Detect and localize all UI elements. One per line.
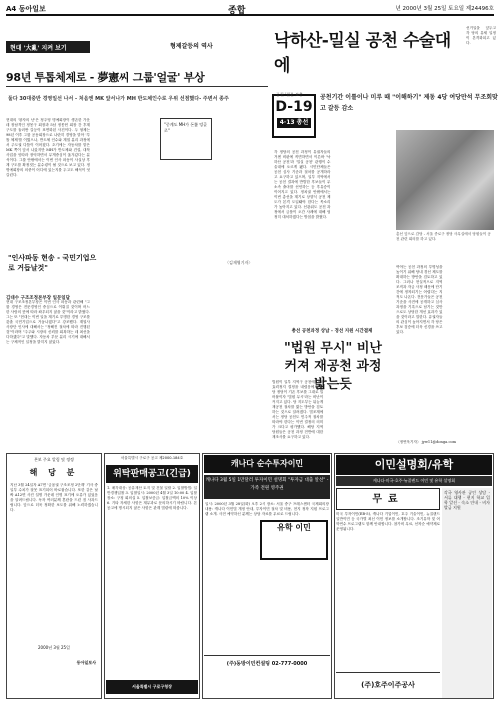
immigration-ad-subtitle: 캐나다 3월 5일 1만달러 투자이민 설명회 "투자금 대출 알선" - 가족 전원 영주권 [204,475,330,499]
masthead [6,3,494,16]
tender-issuer: 서울특별시 구로구청장 [106,680,198,694]
series-kicker: 현대 '大亂' 지켜 보기 [6,41,90,53]
photo-caption: 총선 앞으로 감당 - 서울 종로구 정당 사무실에서 당원들이 공천 관련 회의를 하고 있다. [396,232,491,241]
immigration-ad-contact[interactable]: (주)동방이민컨설팅 02-777-0000 [204,655,330,697]
tender-title: 위탁판매공고(긴급) [106,465,198,483]
notice-title: 본보 주요 알림 및 정정 [34,457,74,462]
dday-counter [272,94,316,138]
notice-signature: 동아일보사 [76,660,96,665]
far-right-column: 여야는 공천 과정의 투명성을 높이기 위해 당내 경선 제도를 확대하는 방안을 검토하고 있다. 그러나 현실적으로 지역 조직과 자금 사정 때문에 단기간에 정착되기는 어렵다는 지적도 나온다. 전문가들은 공천 기준을 사전에 공개하고 심사 과정을 기록으로 남기는 것만으로도 상당한 개선 효과가 있을 것이라고 말한다. 유권자들의 관심이 높아지면서 각 당은 후보 검증에 더욱 신경을 쓰고 있다. [396,265,443,334]
notice-body: 지난 3월 24일자 A7면 '금융권 구조조정 2단계' 기사 중 일부 수치가 잘못 표기되어 바로잡습니다. 또한 같은 날짜 A12면 사진 설명 가운데 인명 표기에 오류가 있었음을 알려드립니다. 독자 여러분께 혼란을 드린 점 사과드립니다. 앞으로 더욱 정확한 보도를 위해 노력하겠습니다. [10,483,98,512]
right-headline[interactable]: 낙하산-밀실 공천 수술대에 [274,31,451,76]
seminar-ad-company: (주)호주이주공사 [336,672,440,696]
issue-date: 년 2000년 3월 25일 토요일 제24496호 [395,6,494,12]
divider [6,86,268,87]
sub-kicker: 총선 공천과정 상납 - 경선 지원 시간결제 [291,329,373,334]
seminar-ad-title: 이민설명회/유학 [336,455,492,475]
interview-label: 김대수 구조조정본부장 일문일답 [6,296,70,301]
right-series-label: 공천 '결문 보충 [276,92,303,97]
right-deck: 공천기간 이틀이나 미루 때 "이해하기" 제동 4당 여당만석 무조회맞고 갈등 감소 [320,94,498,112]
series-title: 형제갈등의 역사 [170,43,213,50]
notice-date: 2000년 3월 25일 [38,645,70,650]
seminar-ad-subtitle: 캐나다·미국·호주·뉴질랜드 이민 및 유학 설명회 [336,476,492,486]
interview-body: 현대 구조조정본부장은 이번 인사 파동과 관련해 "그룹 경영은 전문경영인 중심으로 이뤄질 것이며 어느 한 사람의 뜻에 따라 좌우되지 않을 것"이라고 밝혔다. 그는 또 "현대는 이번 일을 계기로 투명한 경영 구조를 갖춘 국민기업으로 거듭나겠다"고 강조했다. 계열사 사장단 인사에 대해서는 "정해진 절차에 따라 진행된 것"이라며 "주주와 시장의 신뢰를 회복하는 데 최선을 다하겠다"고 말했다. 자동차 부문 분리 시기에 대해서는 구체적인 일정을 밝히지 않았다. [6,300,90,344]
byline: 〈김재영기자〉 [225,260,253,265]
left-deck: 둘다 30대중반 경영일선 나서 - 처음엔 MK 앞서나가 MH 반도체인수로 우위 선점했다- 주변서 종주 [8,96,229,102]
dday-date: 4·13 총선 [277,118,311,128]
section-title: 종합 [228,6,246,16]
tender-notice-number: 서울특별시 구로구 공고 제2000-184호 [120,456,184,460]
dday-number: D-19 [275,99,313,115]
right-article-body: 각 정당의 공천 과정이 유권자들의 거센 비판에 직면하면서 이른바 '낙하산 공천'과 '밀실 공천' 관행이 수술대에 오르게 됐다. 시민단체들은 공천 심사 기준과 절차를 공개하라고 요구하고 있으며, 일부 지역에서는 공천 결과에 반발한 후보들이 무소속 출마를 선언하는 등 후유증이 이어지고 있다. 정치권 안팎에서는 이번 총선을 계기로 상향식 공천 제도가 본격 도입돼야 한다는 목소리가 높아지고 있다. 선관위도 공천 과정에서 금품이 오간 사례에 대해 엄정히 대처하겠다는 방침을 밝혔다. [274,150,331,219]
immigration-ad-body: 일시: 2000년 3월 28일(화) 오후 2시 장소: 서울 중구 프레스센터 국제회의장 내용: 캐나다 이민법 개정 안내, 투자이민 절차 및 비용, 현지 정착 지원 프로그램 소개. 사전 예약하신 분께는 상담 자료를 무료로 드립니다. [205,502,329,516]
sub-article-body: 법원이 일부 지역구 공천에 대해 효력정지 결정을 내렸음에도 해당 정당이 기존 후보를 그대로 밀어붙이자 '법원 무시'라는 비난이 커지고 있다. 당 지도부는 뒤늦게 재공천 절차를 밟는 방안을 검토하는 것으로 알려졌다. 법조계에서는 정당 공천도 민주적 절차를 따라야 한다는 이번 결정의 의미가 크다고 평가했다. 해당 지역 당원들은 공천 과정 전반에 대한 재조사를 요구하고 있다. [272,380,324,439]
seminar-free-banner: 무료 [336,488,440,510]
quote-box: "중계도 MH가 돈쫓 덩골로" [160,118,212,160]
immigration-ad-title: 캐나다 순수투자이민 [204,455,330,473]
seminar-ad-body: 미국 투자이민(EB-5), 캐나다 기업이민, 호주 기술이민, 뉴질랜드 일반이민 등 국가별 최신 이민 정보를 소개합니다. 조기유학 및 어학연수 프로그램도 함께 안내합니다. 참가비 무료, 선착순 예약제로 운영됩니다. [336,512,440,531]
left-subheadline[interactable]: "인사파동 현송 - 국민기업으로 거듭날것" [8,254,97,272]
sub-headline[interactable]: "법원 무시" 비난 커져 재공천 과정 밟는듯 [284,341,382,392]
reporter-email: 〈정연욱기자〉 jyw11@donga.com [396,440,457,444]
left-headline[interactable]: 98년 투톱체제로 - 夢憲씨 그룹'얼굴' 부상 [6,71,205,84]
tender-body: 1. 매각대상: 공유재산 토지 및 건물 일괄 2. 입찰방법: 일반경쟁입찰 3. 입찰일시: 2000년 4월 3일 10:00 4. 입찰장소: 구청 회의실 5. 입찰보증금: 입찰금액의 10% 이상 6. 기타 자세한 사항은 재무과로 문의하시기 바랍니다. 본 공고에 명시되지 않은 사항은 관계 법령에 따릅니다. [107,486,197,510]
immigration-ad-logo: 유학 이민 [260,520,328,560]
page-label: A4 동아일보 [6,5,46,13]
top-right-column: 선거일을 앞두고 각 당의 유세 일정이 본격화되고 있다. [466,26,496,45]
left-article-body: 현대의 '왕자의 난'은 정주영 명예회장이 생존한 가운데 장남격인 정몽구 회장과 5남 정몽헌 회장 간 후계 구도를 둘러싼 갈등이 표면화된 사건이다. 두 형제는 98년 이후 그룹 공동회장으로 나란히 경영을 맡아 '투톱 체제'를 이뤘으나, 반도체 인수와 계열 분리 과정에서 주도권 다툼이 이어졌다. 초기에는 자동차를 맡은 MK 쪽이 앞서 나갔지만 MH가 반도체와 건설, 대북사업을 잇따라 장악하면서 무게중심이 옮겨갔다는 분석이다. 그룹 안팎에서는 이번 인사 파동이 사실상 후계 구도를 확정짓는 분수령이 될 것으로 보고 있다. 정 명예회장의 의중이 어디에 있는지를 두고도 해석이 엇갈린다. [6,118,90,177]
seminar-services-list: 각국 영사관 공인 상담 - 서류 대행 - 현지 학교 입학 알선 - 숙소 안내 - 비자 발급 지원 [442,488,492,698]
notice-heading: 해 당 분 [29,468,79,477]
news-photo[interactable] [396,130,494,230]
